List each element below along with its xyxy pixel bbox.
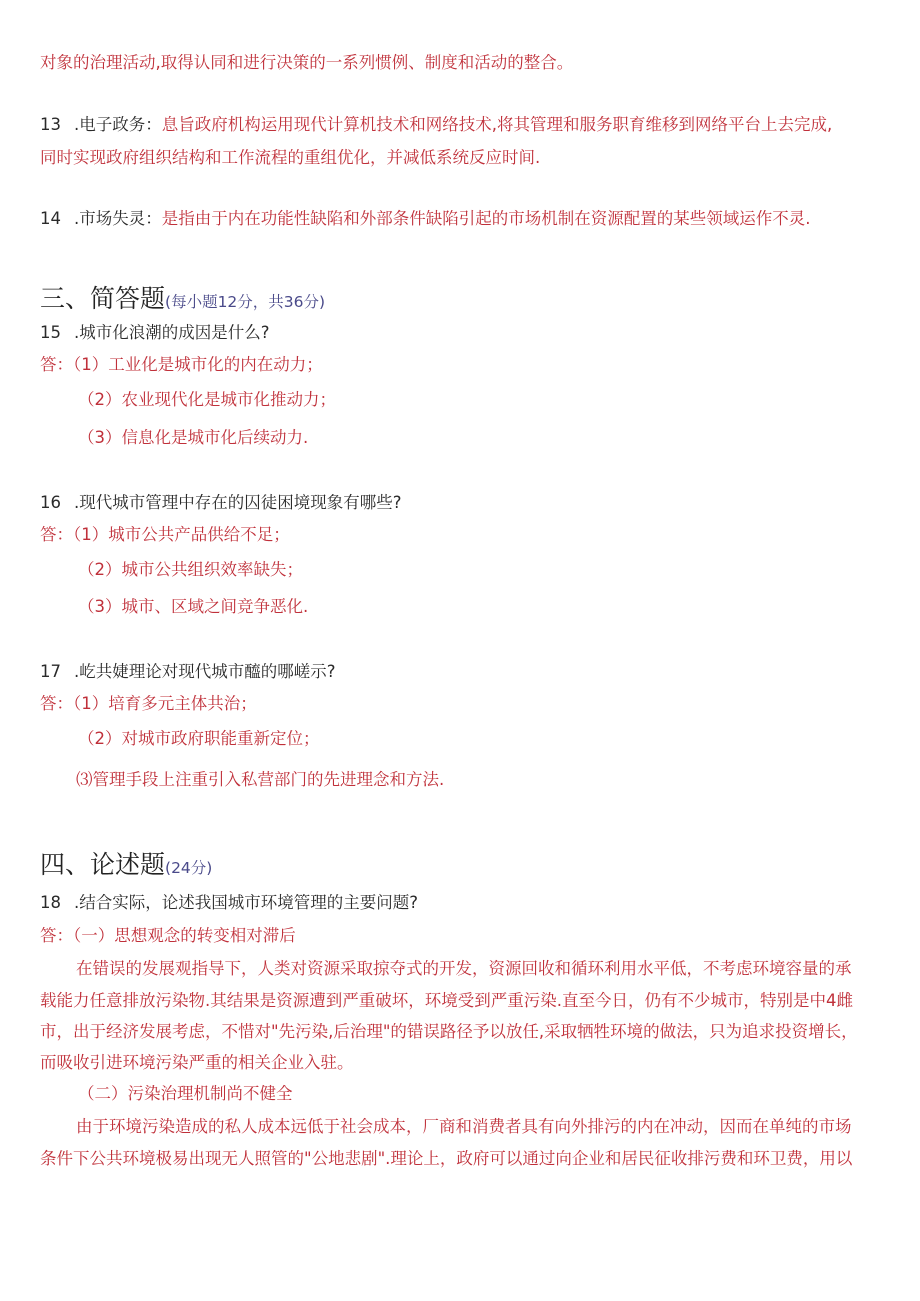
question-text: .结合实际，论述我国城市环境管理的主要问题? — [74, 893, 419, 912]
answer-item: （2）城市公共组织效率缺失； — [78, 560, 303, 579]
question-13 — [40, 114, 832, 136]
term-definition-cont: 同时实现政府组织结构和工作流程的重组优化，并减低系统反应时间. — [40, 148, 541, 167]
paragraph-line: 载能力任意排放污染物.其结果是资源遭到严重破坏，环境受到严重污染.直至今日，仍有不少城市，特别是中4雌 — [40, 991, 853, 1010]
answer-item: （1）城市公共产品供给不足； — [73, 525, 290, 544]
answer-item: （2）农业现代化是城市化推动力； — [78, 390, 336, 409]
term-label: .市场失灵： — [74, 209, 162, 228]
section-score-note: (24分) — [165, 859, 213, 877]
question-number: 13 — [40, 115, 61, 134]
paragraph-line: 而吸收引进环境污染严重的相关企业入驻。 — [40, 1053, 354, 1072]
answer-item: （3）城市、区域之间竞争恶化. — [78, 597, 309, 616]
section-score-note: (每小题12分，共36分) — [165, 293, 326, 311]
answer-label: 答： — [40, 355, 73, 374]
paragraph-line: 条件下公共环境极易出现无人照管的"公地悲剧".理论上，政府可以通过向企业和居民征收排污费和环卫费，用以 — [40, 1149, 853, 1168]
section-title: 四、论述题 — [40, 850, 166, 879]
question-text: .城市化浪潮的成因是什么? — [74, 323, 270, 342]
answer-line — [40, 925, 296, 947]
question-18 — [40, 892, 418, 914]
question-number: 14 — [40, 209, 61, 228]
paragraph-line: 由于环境污染造成的私人成本远低于社会成本，厂商和消费者具有向外排污的内在冲动，因而在单纯的市场 — [76, 1117, 852, 1136]
answer-line — [40, 354, 323, 376]
answer-item: ⑶管理手段上注重引入私营部门的先进理念和方法. — [76, 770, 445, 789]
question-number: 18 — [40, 893, 61, 912]
answer-label: 答： — [40, 525, 73, 544]
answer-item: （3）信息化是城市化后续动力. — [78, 428, 309, 447]
question-text: .屹共婕理论对现代城市醯的哪嵯示? — [74, 662, 336, 681]
question-17 — [40, 661, 336, 683]
question-number: 17 — [40, 662, 61, 681]
answer-heading: （一）思想观念的转变相对滞后 — [73, 926, 296, 945]
answer-label: 答： — [40, 926, 73, 945]
answer-heading: （二）污染治理机制尚不健全 — [78, 1084, 293, 1103]
question-number: 15 — [40, 323, 61, 342]
paragraph-line: 对象的治理活动,取得认同和进行决策的一系列惯例、制度和活动的整合。 — [40, 53, 574, 72]
question-14 — [40, 208, 811, 230]
paragraph-line: 市，出于经济发展考虑，不惜对"先污染,后治理"的错误路径予以放任,采取牺牲环境的做法，只为追求投资增长， — [40, 1022, 858, 1041]
answer-item: （2）对城市政府职能重新定位； — [78, 729, 320, 748]
answer-item: （1）工业化是城市化的内在动力； — [73, 355, 323, 374]
question-16 — [40, 492, 402, 514]
answer-item: （1）培育多元主体共治； — [73, 694, 257, 713]
term-definition: 是指由于内在功能性缺陷和外部条件缺陷引起的市场机制在资源配置的某些领域运作不灵. — [161, 209, 811, 228]
question-text: .现代城市管理中存在的囚徒困境现象有哪些? — [74, 493, 402, 512]
section-heading-3 — [40, 283, 325, 315]
answer-label: 答： — [40, 694, 73, 713]
answer-line — [40, 524, 290, 546]
section-heading-4 — [40, 849, 212, 881]
question-number: 16 — [40, 493, 61, 512]
term-label: .电子政务： — [74, 115, 162, 134]
section-title: 三、简答题 — [40, 284, 166, 313]
answer-line — [40, 693, 257, 715]
term-definition: 息旨政府机构运用现代计算机技术和网络技术,将其管理和服务职育维移到网络平台上去完成, — [161, 115, 833, 134]
paragraph-line: 在错误的发展观指导下，人类对资源采取掠夺式的开发，资源回收和循环利用水平低，不考虑环境容量的承 — [76, 959, 852, 978]
question-15 — [40, 322, 270, 344]
